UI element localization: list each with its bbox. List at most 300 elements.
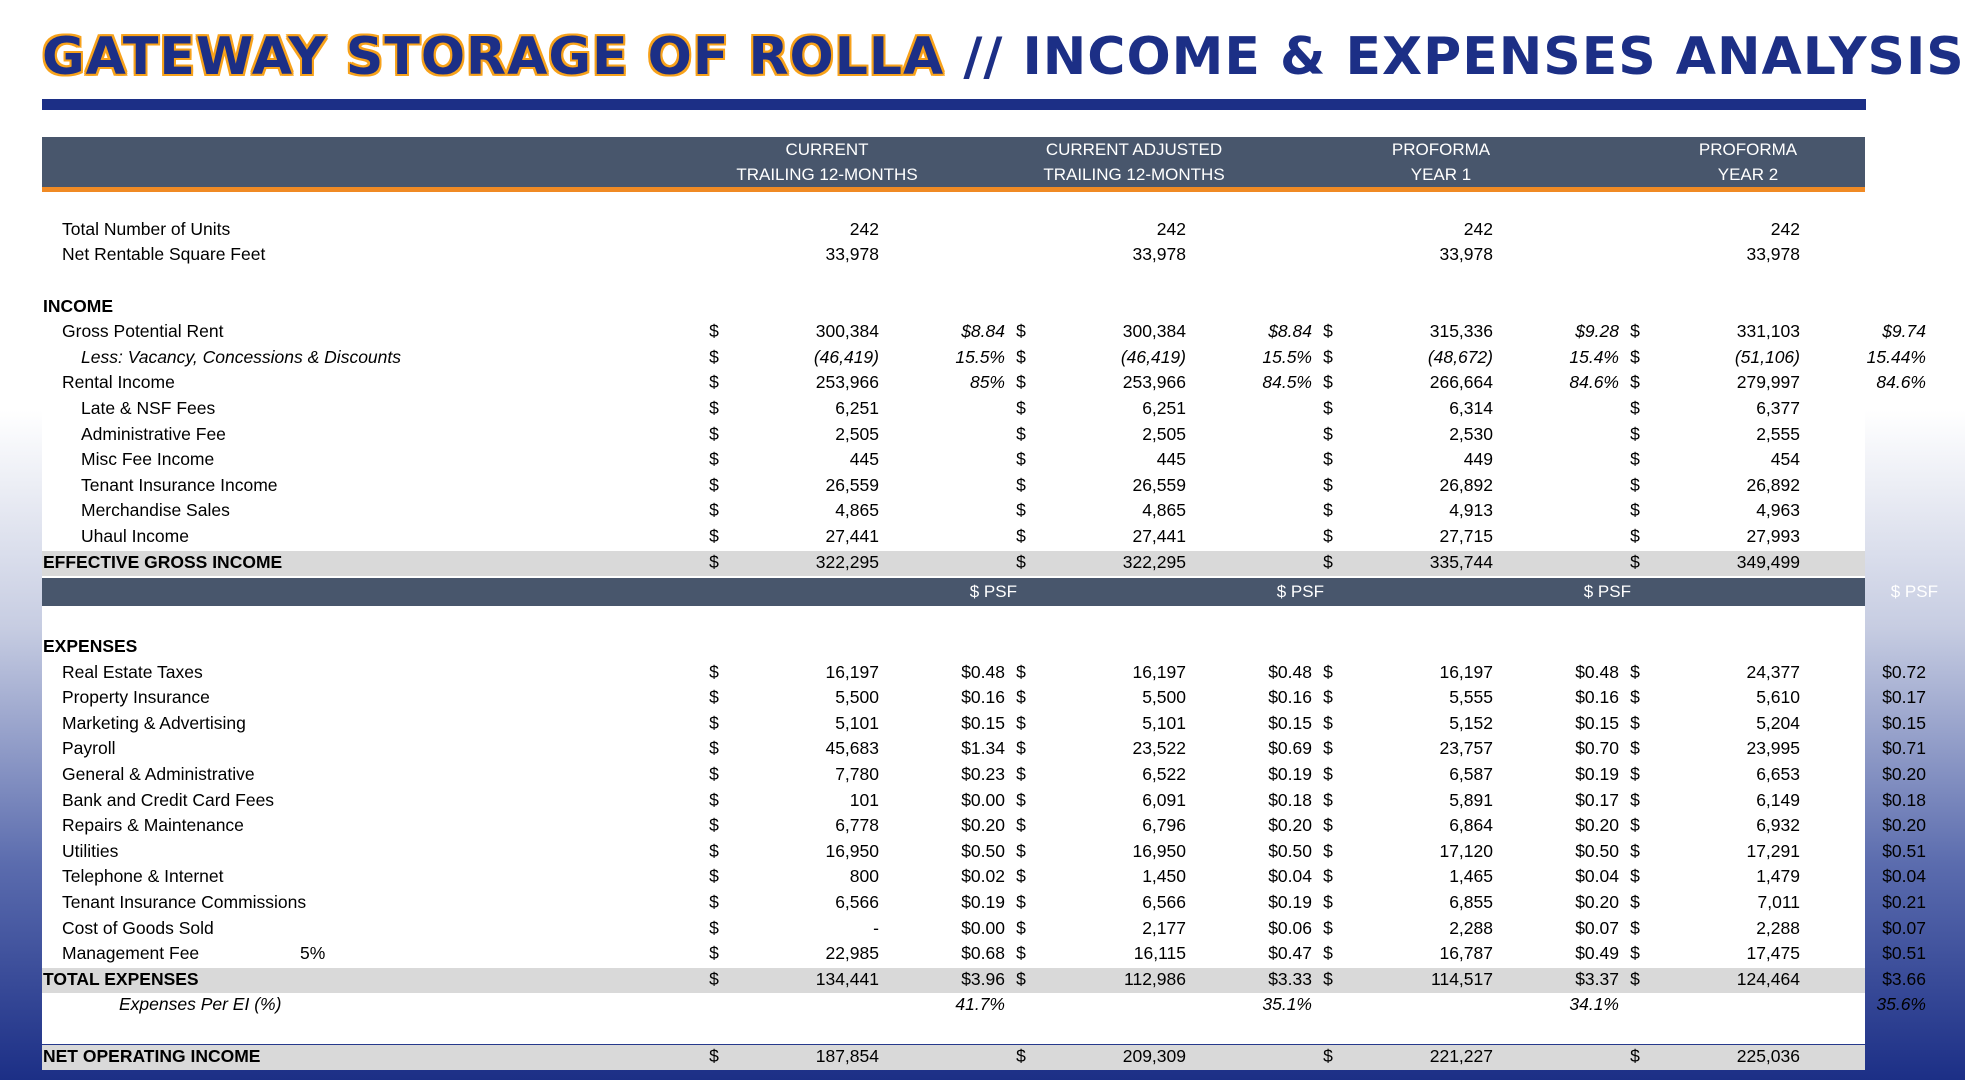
- table-row: [42, 217, 1865, 243]
- psf-or-percent-cell: $0.21: [1882, 892, 1926, 913]
- amount-cell: 242: [1770, 218, 1800, 239]
- income-expense-table: [42, 137, 1938, 1066]
- psf-or-percent-cell: $0.19: [1268, 892, 1312, 913]
- table-row: [42, 294, 1865, 320]
- amount-cell: 114,517: [1431, 968, 1493, 989]
- currency-sign: $: [1323, 346, 1333, 367]
- amount-cell: 16,115: [1133, 943, 1186, 964]
- amount-cell: 16,197: [1132, 661, 1186, 682]
- amount-cell: 6,653: [1756, 764, 1800, 785]
- currency-sign: $: [709, 789, 719, 810]
- currency-sign: $: [709, 321, 719, 342]
- currency-sign: $: [1016, 764, 1026, 785]
- psf-or-percent-cell: $0.20: [1575, 892, 1619, 913]
- psf-or-percent-cell: 35.6%: [1876, 994, 1926, 1015]
- psf-or-percent-cell: $0.23: [961, 764, 1005, 785]
- currency-sign: $: [1323, 866, 1333, 887]
- amount-cell: 322,295: [815, 551, 879, 572]
- row-label: Telephone & Internet: [62, 866, 224, 887]
- psf-or-percent-cell: $0.04: [1882, 866, 1926, 887]
- currency-sign: $: [1016, 551, 1026, 572]
- amount-cell: (51,106): [1734, 346, 1800, 367]
- amount-cell: 242: [1463, 218, 1493, 239]
- currency-sign: $: [709, 943, 719, 964]
- currency-sign: $: [709, 346, 719, 367]
- psf-or-percent-cell: $0.51: [1882, 943, 1926, 964]
- psf-or-percent-cell: $0.70: [1575, 738, 1619, 759]
- psf-or-percent-cell: $3.37: [1575, 968, 1619, 989]
- amount-cell: 6,855: [1449, 892, 1493, 913]
- table-row: [42, 685, 1926, 711]
- amount-cell: 7,780: [835, 764, 879, 785]
- psf-or-percent-cell: 84.6%: [1569, 372, 1619, 393]
- psf-or-percent-cell: $0.16: [961, 687, 1005, 708]
- title-rule: [42, 99, 1866, 110]
- table-row: [42, 396, 1865, 422]
- currency-sign: $: [1016, 917, 1026, 938]
- currency-sign: $: [1323, 764, 1333, 785]
- amount-cell: 187,854: [815, 1045, 879, 1066]
- column-header-line1: PROFORMA: [1698, 140, 1798, 159]
- table-row: [42, 447, 1865, 473]
- currency-sign: $: [1016, 661, 1026, 682]
- currency-sign: $: [1323, 449, 1333, 470]
- psf-or-percent-cell: $0.19: [1575, 764, 1619, 785]
- row-label: EXPENSES: [43, 636, 138, 657]
- amount-cell: 2,177: [1142, 917, 1186, 938]
- row-label: Misc Fee Income: [81, 449, 215, 470]
- amount-cell: 26,559: [1132, 474, 1186, 495]
- psf-or-percent-cell: $0.48: [961, 661, 1005, 682]
- row-label: NET OPERATING INCOME: [43, 1045, 261, 1066]
- psf-label: $ PSF: [969, 582, 1017, 601]
- table-row: [42, 941, 1926, 967]
- psf-or-percent-cell: $0.16: [1575, 687, 1619, 708]
- row-label: Payroll: [62, 738, 116, 759]
- currency-sign: $: [1016, 1045, 1026, 1066]
- amount-cell: 33,978: [825, 244, 879, 265]
- amount-cell: 6,314: [1449, 398, 1493, 418]
- currency-sign: $: [1630, 712, 1640, 733]
- currency-sign: $: [1016, 398, 1026, 418]
- psf-or-percent-cell: $0.15: [961, 712, 1005, 733]
- table-row: [42, 1044, 1865, 1070]
- amount-cell: 5,891: [1449, 789, 1493, 810]
- table-row: [42, 890, 1926, 916]
- psf-or-percent-cell: $0.04: [1268, 866, 1312, 887]
- currency-sign: $: [1323, 687, 1333, 708]
- row-label: Tenant Insurance Commissions: [62, 892, 307, 913]
- table-row: [42, 762, 1926, 788]
- currency-sign: $: [1016, 943, 1026, 964]
- row-label: Repairs & Maintenance: [62, 815, 244, 836]
- amount-cell: 6,251: [835, 398, 879, 418]
- psf-or-percent-cell: $0.20: [961, 815, 1005, 836]
- row-label: TOTAL EXPENSES: [43, 968, 199, 989]
- psf-or-percent-cell: $9.28: [1575, 321, 1619, 342]
- amount-cell: 16,197: [825, 661, 879, 682]
- table-row: [42, 473, 1865, 499]
- row-label: Net Rentable Square Feet: [62, 244, 266, 265]
- currency-sign: $: [709, 526, 719, 546]
- currency-sign: $: [1630, 500, 1640, 521]
- currency-sign: $: [1323, 968, 1333, 989]
- amount-cell: 242: [849, 218, 879, 239]
- currency-sign: $: [709, 712, 719, 733]
- psf-or-percent-cell: $0.72: [1882, 661, 1926, 682]
- amount-cell: 4,963: [1756, 500, 1800, 521]
- currency-sign: $: [709, 840, 719, 861]
- currency-sign: $: [1630, 764, 1640, 785]
- amount-cell: 16,950: [825, 840, 879, 861]
- table-row: [42, 967, 1926, 993]
- currency-sign: $: [709, 551, 719, 572]
- row-label: Total Number of Units: [62, 218, 231, 239]
- psf-or-percent-cell: $3.96: [961, 968, 1005, 989]
- amount-cell: 6,149: [1756, 789, 1800, 810]
- row-label: Bank and Credit Card Fees: [62, 789, 275, 810]
- table-row: [42, 711, 1926, 737]
- psf-or-percent-cell: 15.5%: [955, 346, 1005, 367]
- amount-cell: 27,441: [1132, 526, 1186, 546]
- amount-cell: 1,450: [1142, 866, 1186, 887]
- amount-cell: 22,985: [825, 943, 879, 964]
- column-header-2: [1009, 137, 1259, 187]
- currency-sign: $: [1630, 449, 1640, 470]
- currency-sign: $: [1630, 551, 1640, 572]
- amount-cell: 331,103: [1736, 321, 1800, 342]
- psf-or-percent-cell: $3.66: [1882, 968, 1926, 989]
- amount-cell: 6,251: [1142, 398, 1186, 418]
- amount-cell: -: [873, 917, 879, 938]
- amount-cell: 27,715: [1439, 526, 1493, 546]
- table-row: [42, 736, 1926, 762]
- currency-sign: $: [1630, 423, 1640, 444]
- amount-cell: 5,101: [1142, 712, 1186, 733]
- amount-cell: 26,559: [825, 474, 879, 495]
- psf-or-percent-cell: 85%: [969, 372, 1005, 393]
- amount-cell: 300,384: [815, 321, 879, 342]
- currency-sign: $: [709, 738, 719, 759]
- psf-or-percent-cell: $0.19: [1268, 764, 1312, 785]
- psf-or-percent-cell: $0.15: [1575, 712, 1619, 733]
- currency-sign: $: [1630, 661, 1640, 682]
- currency-sign: $: [709, 423, 719, 444]
- amount-cell: 16,787: [1439, 943, 1493, 964]
- row-label: Tenant Insurance Income: [81, 474, 278, 495]
- psf-or-percent-cell: $0.00: [961, 789, 1005, 810]
- amount-cell: 16,197: [1439, 661, 1493, 682]
- amount-cell: 5,101: [835, 712, 879, 733]
- currency-sign: $: [1630, 1045, 1640, 1066]
- currency-sign: $: [1323, 712, 1333, 733]
- amount-cell: 6,566: [835, 892, 879, 913]
- amount-cell: 27,993: [1746, 526, 1800, 546]
- column-header-line2: TRAILING 12-MONTHS: [1043, 165, 1225, 184]
- amount-cell: 17,291: [1746, 840, 1800, 861]
- amount-cell: 23,522: [1132, 738, 1186, 759]
- amount-cell: 2,288: [1756, 917, 1800, 938]
- currency-sign: $: [1323, 500, 1333, 521]
- currency-sign: $: [709, 815, 719, 836]
- table-row: [42, 524, 1865, 550]
- table-row: [42, 370, 1926, 396]
- currency-sign: $: [1016, 449, 1026, 470]
- table-row: [42, 660, 1926, 686]
- currency-sign: $: [1323, 789, 1333, 810]
- currency-sign: $: [1016, 866, 1026, 887]
- psf-or-percent-cell: $0.51: [1882, 840, 1926, 861]
- currency-sign: $: [1016, 474, 1026, 495]
- table-row: [42, 345, 1926, 371]
- row-label: Marketing & Advertising: [62, 712, 246, 733]
- amount-cell: 4,913: [1449, 500, 1493, 521]
- amount-cell: 1,479: [1756, 866, 1800, 887]
- currency-sign: $: [1323, 372, 1333, 393]
- amount-cell: 6,566: [1142, 892, 1186, 913]
- psf-or-percent-cell: 84.5%: [1262, 372, 1312, 393]
- row-label: Merchandise Sales: [81, 500, 230, 521]
- amount-cell: 266,664: [1429, 372, 1493, 393]
- table-row: [42, 839, 1926, 865]
- currency-sign: $: [709, 500, 719, 521]
- currency-sign: $: [709, 398, 719, 418]
- currency-sign: $: [1323, 892, 1333, 913]
- psf-or-percent-cell: 15.44%: [1866, 346, 1926, 367]
- currency-sign: $: [709, 892, 719, 913]
- currency-sign: $: [1630, 815, 1640, 836]
- psf-or-percent-cell: $0.49: [1575, 943, 1619, 964]
- amount-cell: 279,997: [1736, 372, 1800, 393]
- amount-cell: 124,464: [1736, 968, 1800, 989]
- currency-sign: $: [1630, 526, 1640, 546]
- currency-sign: $: [1630, 943, 1640, 964]
- psf-or-percent-cell: $0.17: [1882, 687, 1926, 708]
- amount-cell: 6,864: [1449, 815, 1493, 836]
- amount-cell: (48,672): [1427, 346, 1493, 367]
- psf-or-percent-cell: $0.04: [1575, 866, 1619, 887]
- amount-cell: (46,419): [1120, 346, 1186, 367]
- psf-or-percent-cell: $0.50: [1268, 840, 1312, 861]
- column-header-line2: TRAILING 12-MONTHS: [736, 165, 918, 184]
- psf-or-percent-cell: $0.15: [1268, 712, 1312, 733]
- table-row: [42, 242, 1865, 268]
- currency-sign: $: [1016, 815, 1026, 836]
- amount-cell: 6,587: [1449, 764, 1493, 785]
- currency-sign: $: [1323, 526, 1333, 546]
- table-row: [42, 634, 1865, 660]
- psf-or-percent-cell: $0.18: [1882, 789, 1926, 810]
- psf-or-percent-cell: 34.1%: [1569, 994, 1619, 1015]
- currency-sign: $: [709, 449, 719, 470]
- psf-or-percent-cell: $0.20: [1882, 764, 1926, 785]
- column-header-3: [1316, 137, 1566, 187]
- table-row: [42, 864, 1926, 890]
- amount-cell: 6,377: [1756, 398, 1800, 418]
- currency-sign: $: [1630, 687, 1640, 708]
- psf-label: $ PSF: [1276, 582, 1324, 601]
- amount-cell: 253,966: [815, 372, 879, 393]
- row-label: Expenses Per EI (%): [119, 994, 282, 1015]
- amount-cell: 33,978: [1132, 244, 1186, 265]
- amount-cell: 33,978: [1439, 244, 1493, 265]
- amount-cell: 209,309: [1122, 1045, 1186, 1066]
- amount-cell: 445: [1156, 449, 1186, 470]
- table-row: [42, 788, 1926, 814]
- amount-cell: 221,227: [1429, 1045, 1493, 1066]
- column-header-4: [1623, 137, 1873, 187]
- row-label: EFFECTIVE GROSS INCOME: [43, 551, 283, 572]
- amount-cell: 445: [849, 449, 879, 470]
- amount-cell: 2,288: [1449, 917, 1493, 938]
- psf-or-percent-cell: $0.71: [1882, 738, 1926, 759]
- currency-sign: $: [1323, 321, 1333, 342]
- amount-cell: 26,892: [1746, 474, 1800, 495]
- psf-or-percent-cell: 41.7%: [955, 994, 1005, 1015]
- table-row: [42, 813, 1926, 839]
- table-row: [42, 550, 1865, 576]
- currency-sign: $: [1323, 474, 1333, 495]
- psf-or-percent-cell: $0.15: [1882, 712, 1926, 733]
- currency-sign: $: [709, 764, 719, 785]
- amount-cell: 45,683: [825, 738, 879, 759]
- amount-cell: 24,377: [1746, 661, 1800, 682]
- currency-sign: $: [709, 968, 719, 989]
- column-header-line1: PROFORMA: [1391, 140, 1491, 159]
- amount-cell: (46,419): [813, 346, 879, 367]
- psf-or-percent-cell: $0.48: [1575, 661, 1619, 682]
- spacer-row: [42, 575, 1865, 601]
- currency-sign: $: [1323, 661, 1333, 682]
- amount-cell: 322,295: [1122, 551, 1186, 572]
- psf-or-percent-cell: $0.47: [1268, 943, 1312, 964]
- currency-sign: $: [1630, 968, 1640, 989]
- amount-cell: 242: [1156, 218, 1186, 239]
- psf-or-percent-cell: $0.19: [961, 892, 1005, 913]
- currency-sign: $: [1016, 372, 1026, 393]
- psf-or-percent-cell: $3.33: [1268, 968, 1312, 989]
- row-label: Gross Potential Rent: [62, 321, 224, 342]
- column-header-1: [702, 137, 952, 187]
- row-label: Management Fee: [62, 943, 200, 964]
- psf-or-percent-cell: $0.18: [1268, 789, 1312, 810]
- row-label: Late & NSF Fees: [81, 398, 216, 418]
- amount-cell: 17,475: [1746, 943, 1800, 964]
- amount-cell: 6,522: [1142, 764, 1186, 785]
- amount-cell: 26,892: [1439, 474, 1493, 495]
- amount-cell: 2,555: [1756, 423, 1800, 444]
- currency-sign: $: [709, 687, 719, 708]
- psf-label: $ PSF: [1890, 582, 1938, 601]
- amount-cell: 101: [849, 789, 879, 810]
- row-label: Less: Vacancy, Concessions & Discounts: [81, 346, 402, 367]
- row-label: Utilities: [62, 840, 119, 861]
- currency-sign: $: [1630, 738, 1640, 759]
- row-percent: 5%: [300, 943, 326, 964]
- amount-cell: 225,036: [1736, 1045, 1800, 1066]
- amount-cell: 5,610: [1756, 687, 1800, 708]
- currency-sign: $: [1630, 321, 1640, 342]
- psf-or-percent-cell: $0.07: [1882, 917, 1926, 938]
- psf-or-percent-cell: $0.02: [961, 866, 1005, 887]
- row-label: General & Administrative: [62, 764, 255, 785]
- currency-sign: $: [709, 1045, 719, 1066]
- amount-cell: 2,505: [1142, 423, 1186, 444]
- amount-cell: 112,986: [1124, 968, 1186, 989]
- psf-or-percent-cell: 15.5%: [1262, 346, 1312, 367]
- currency-sign: $: [1323, 1045, 1333, 1066]
- psf-label: $ PSF: [1583, 582, 1631, 601]
- amount-cell: 300,384: [1122, 321, 1186, 342]
- currency-sign: $: [1016, 687, 1026, 708]
- column-header-line2: YEAR 1: [1410, 165, 1472, 184]
- page-title: [42, 22, 1965, 92]
- row-label: INCOME: [43, 295, 113, 316]
- amount-cell: 349,499: [1736, 551, 1800, 572]
- currency-sign: $: [1630, 372, 1640, 393]
- spacer-row: [42, 1018, 1865, 1044]
- psf-or-percent-cell: $0.16: [1268, 687, 1312, 708]
- currency-sign: $: [1323, 815, 1333, 836]
- amount-cell: 27,441: [825, 526, 879, 546]
- title-brand: GATEWAY STORAGE OF ROLLA: [42, 27, 945, 87]
- psf-or-percent-cell: $0.50: [961, 840, 1005, 861]
- psf-or-percent-cell: $0.48: [1268, 661, 1312, 682]
- table-row: [42, 498, 1865, 524]
- currency-sign: $: [1323, 917, 1333, 938]
- currency-sign: $: [1016, 968, 1026, 989]
- psf-or-percent-cell: $9.74: [1882, 321, 1926, 342]
- row-label: Property Insurance: [62, 687, 210, 708]
- psf-or-percent-cell: $1.34: [961, 738, 1005, 759]
- amount-cell: 335,744: [1429, 551, 1493, 572]
- currency-sign: $: [1630, 789, 1640, 810]
- psf-or-percent-cell: 84.6%: [1876, 372, 1926, 393]
- currency-sign: $: [709, 917, 719, 938]
- table-row: [42, 916, 1926, 942]
- psf-or-percent-cell: $0.20: [1575, 815, 1619, 836]
- psf-or-percent-cell: $0.50: [1575, 840, 1619, 861]
- amount-cell: 1,465: [1449, 866, 1493, 887]
- amount-cell: 7,011: [1757, 892, 1800, 913]
- amount-cell: 6,796: [1142, 815, 1186, 836]
- amount-cell: 33,978: [1746, 244, 1800, 265]
- currency-sign: $: [1630, 840, 1640, 861]
- amount-cell: 454: [1770, 449, 1800, 470]
- psf-or-percent-cell: $0.69: [1268, 738, 1312, 759]
- amount-cell: 315,336: [1429, 321, 1493, 342]
- currency-sign: $: [709, 866, 719, 887]
- table-row: [42, 992, 1926, 1018]
- amount-cell: 6,932: [1756, 815, 1800, 836]
- psf-or-percent-cell: $0.17: [1575, 789, 1619, 810]
- currency-sign: $: [1630, 917, 1640, 938]
- currency-sign: $: [709, 474, 719, 495]
- currency-sign: $: [1016, 840, 1026, 861]
- amount-cell: 253,966: [1122, 372, 1186, 393]
- amount-cell: 4,865: [835, 500, 879, 521]
- spacer-row: [42, 268, 1865, 294]
- psf-or-percent-cell: $8.84: [1268, 321, 1312, 342]
- currency-sign: $: [709, 372, 719, 393]
- currency-sign: $: [1630, 474, 1640, 495]
- psf-or-percent-cell: $0.20: [1268, 815, 1312, 836]
- currency-sign: $: [1323, 840, 1333, 861]
- amount-cell: 5,500: [1142, 687, 1186, 708]
- currency-sign: $: [1630, 866, 1640, 887]
- currency-sign: $: [1016, 712, 1026, 733]
- column-header-band: [42, 137, 1865, 192]
